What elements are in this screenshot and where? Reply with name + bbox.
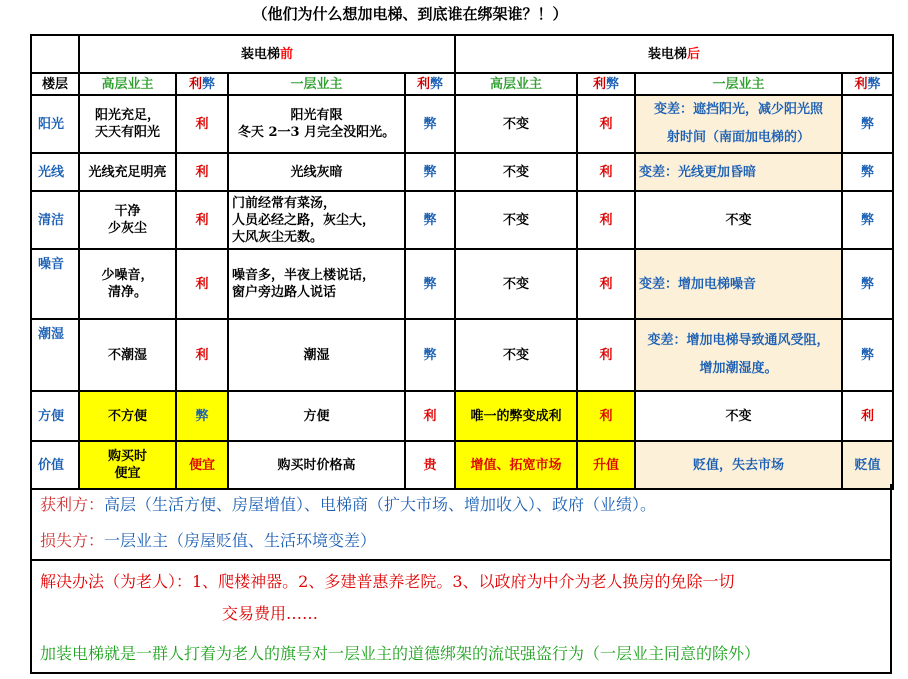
row-category: 清洁 [31, 191, 79, 249]
conclusion-line: 加装电梯就是一群人打着为老人的旗号对一层业主的道德绑架的流氓强盗行为（一层业主同意的除外） [40, 644, 761, 663]
gain-loss-box [30, 484, 892, 561]
before-high-verdict: 利 [176, 191, 228, 249]
before-high-cell: 阳光充足， 天天有阳光 [79, 95, 176, 153]
row-category: 光线 [31, 153, 79, 191]
before-high-libi-header: 利弊 [176, 73, 228, 95]
after-first-libi-header: 利弊 [842, 73, 893, 95]
after-high-cell: 唯一的弊变成利 [455, 391, 577, 441]
table-row [31, 95, 893, 153]
table-row [31, 153, 893, 191]
before-first-verdict: 弊 [405, 153, 455, 191]
before-high-cell: 少噪音， 清净。 [79, 249, 176, 319]
after-high-libi-header: 利弊 [577, 73, 635, 95]
table-row [31, 391, 893, 441]
before-first-cell: 阳光有限 冬天 2一3 月完全没阳光。 [228, 95, 405, 153]
after-high-verdict: 利 [577, 191, 635, 249]
after-high-verdict: 利 [577, 153, 635, 191]
solution-line-2: 交易费用…… [222, 604, 319, 623]
after-high-verdict: 升值 [577, 441, 635, 489]
after-high-cell: 增值、拓宽市场 [455, 441, 577, 489]
corner-cell [31, 35, 79, 73]
after-high-cell: 不变 [455, 249, 577, 319]
solution-box [30, 559, 892, 674]
after-high-verdict: 利 [577, 319, 635, 391]
before-first-verdict: 弊 [405, 191, 455, 249]
after-high-cell: 不变 [455, 319, 577, 391]
before-high-verdict: 便宜 [176, 441, 228, 489]
comparison-table [30, 34, 894, 490]
after-first-cell: 不变 [635, 391, 842, 441]
row-category: 潮湿 [31, 319, 79, 391]
before-first-cell: 方便 [228, 391, 405, 441]
before-high-owner-header: 高层业主 [79, 73, 176, 95]
group-header-row [31, 35, 893, 73]
before-high-verdict: 利 [176, 95, 228, 153]
row-category: 价值 [31, 441, 79, 489]
before-high-verdict: 利 [176, 319, 228, 391]
before-group-header: 装电梯前 [79, 35, 455, 73]
after-first-verdict: 贬值 [842, 441, 893, 489]
before-first-cell: 潮湿 [228, 319, 405, 391]
before-first-verdict: 利 [405, 391, 455, 441]
after-high-verdict: 利 [577, 249, 635, 319]
after-high-verdict: 利 [577, 391, 635, 441]
after-high-verdict: 利 [577, 95, 635, 153]
table-row [31, 441, 893, 489]
row-category: 阳光 [31, 95, 79, 153]
row-category: 噪音 [31, 249, 79, 319]
table-row [31, 191, 893, 249]
before-first-cell: 噪音多，半夜上楼说话， 窗户旁边路人说话 [228, 249, 405, 319]
after-first-owner-header: 一层业主 [635, 73, 842, 95]
after-first-cell: 变差：增加电梯噪音 [635, 249, 842, 319]
after-first-cell: 不变 [635, 191, 842, 249]
after-high-cell: 不变 [455, 95, 577, 153]
before-high-verdict: 弊 [176, 391, 228, 441]
after-first-cell: 变差：光线更加昏暗 [635, 153, 842, 191]
table-row [31, 319, 893, 391]
loss-line: 损失方：一层业主（房屋贬值、生活环境变差） [40, 531, 377, 550]
before-high-cell: 不方便 [79, 391, 176, 441]
floor-header: 楼层 [31, 73, 79, 95]
after-high-cell: 不变 [455, 153, 577, 191]
row-category: 方便 [31, 391, 79, 441]
before-high-verdict: 利 [176, 249, 228, 319]
before-first-verdict: 贵 [405, 441, 455, 489]
gain-line: 获利方：高层（生活方便、房屋增值）、电梯商（扩大市场、增加收入）、政府（业绩）。 [40, 495, 657, 514]
after-first-verdict: 弊 [842, 249, 893, 319]
before-first-cell: 光线灰暗 [228, 153, 405, 191]
page-subtitle: （他们为什么想加电梯、到底谁在绑架谁？！） [252, 5, 568, 23]
before-high-cell: 不潮湿 [79, 319, 176, 391]
before-first-cell: 门前经常有菜汤， 人员必经之路，灰尘大， 大风灰尘无数。 [228, 191, 405, 249]
before-first-verdict: 弊 [405, 95, 455, 153]
after-first-cell: 变差：遮挡阳光，减少阳光照 射时间（南面加电梯的） [635, 95, 842, 153]
column-header-row [31, 73, 893, 95]
after-first-verdict: 弊 [842, 153, 893, 191]
table-row [31, 249, 893, 319]
before-high-cell: 购买时 便宜 [79, 441, 176, 489]
before-first-cell: 购买时价格高 [228, 441, 405, 489]
after-first-verdict: 利 [842, 391, 893, 441]
before-high-verdict: 利 [176, 153, 228, 191]
after-first-verdict: 弊 [842, 191, 893, 249]
after-high-cell: 不变 [455, 191, 577, 249]
before-first-owner-header: 一层业主 [228, 73, 405, 95]
after-first-cell: 贬值，失去市场 [635, 441, 842, 489]
before-high-cell: 光线充足明亮 [79, 153, 176, 191]
before-high-cell: 干净 少灰尘 [79, 191, 176, 249]
after-group-header: 装电梯后 [455, 35, 893, 73]
before-first-verdict: 弊 [405, 319, 455, 391]
after-high-owner-header: 高层业主 [455, 73, 577, 95]
after-first-cell: 变差：增加电梯导致通风受阻， 增加潮湿度。 [635, 319, 842, 391]
solution-line-1: 解决办法（为老人）：1、爬楼神器。2、多建普惠养老院。3、以政府为中介为老人换房的免除一切 [40, 572, 735, 591]
after-first-verdict: 弊 [842, 319, 893, 391]
after-first-verdict: 弊 [842, 95, 893, 153]
before-first-libi-header: 利弊 [405, 73, 455, 95]
before-first-verdict: 弊 [405, 249, 455, 319]
